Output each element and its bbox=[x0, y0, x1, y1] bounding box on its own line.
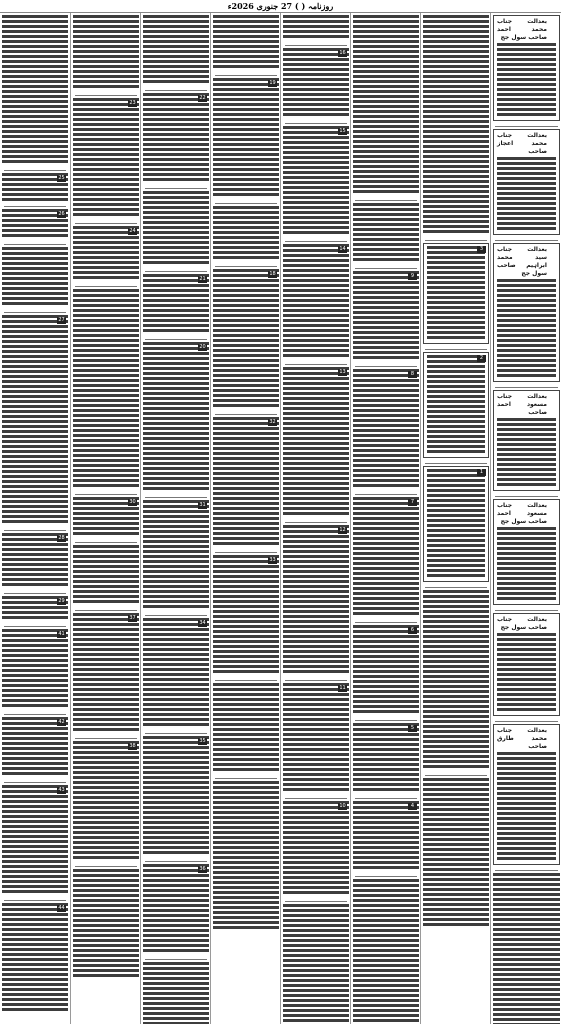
divider bbox=[145, 615, 207, 616]
divider bbox=[4, 244, 66, 245]
notice-number-badge: 28 bbox=[58, 535, 65, 541]
divider bbox=[145, 861, 207, 862]
notice-block bbox=[2, 596, 68, 621]
divider bbox=[75, 494, 137, 495]
notice-block bbox=[283, 367, 349, 517]
notice-body-text bbox=[73, 289, 139, 489]
divider bbox=[355, 622, 417, 623]
notice-block bbox=[73, 741, 139, 861]
notice-number-badge: 33 bbox=[269, 557, 276, 563]
notice-block bbox=[73, 98, 139, 218]
notice-body-text bbox=[73, 98, 139, 218]
notice-body-text bbox=[353, 879, 419, 1024]
notice-body-text bbox=[143, 93, 209, 183]
notice-block bbox=[143, 93, 209, 183]
notice-heading: بعدالت جناب محمد طارق صاحب bbox=[497, 727, 547, 750]
notice-body-text bbox=[497, 633, 556, 713]
notice-body-text bbox=[2, 15, 68, 165]
notice-number-badge: 3 bbox=[477, 246, 486, 253]
notice-number-badge: 30 bbox=[129, 499, 136, 505]
notice-body-text bbox=[143, 864, 209, 954]
notice-block bbox=[143, 736, 209, 856]
divider bbox=[425, 240, 487, 241]
notice-body-text bbox=[353, 723, 419, 793]
divider bbox=[4, 714, 66, 715]
notice-block bbox=[2, 785, 68, 895]
notice-body-text bbox=[213, 206, 279, 261]
notice-body-text bbox=[353, 625, 419, 715]
notice-block bbox=[353, 271, 419, 361]
divider bbox=[495, 496, 558, 497]
notice-body-text bbox=[73, 869, 139, 979]
notice-block bbox=[213, 78, 279, 198]
notice-number-badge: 20 bbox=[199, 344, 206, 350]
column-3 bbox=[140, 13, 211, 1024]
notice-number-badge: 19 bbox=[269, 80, 276, 86]
divider bbox=[215, 75, 277, 76]
notice-body-text bbox=[353, 497, 419, 617]
notice-number-badge: 15 bbox=[339, 128, 346, 134]
divider bbox=[215, 778, 277, 779]
notice-block bbox=[493, 613, 560, 716]
notice-block bbox=[143, 342, 209, 492]
notice-block bbox=[283, 48, 349, 118]
notice-block bbox=[353, 879, 419, 1024]
notice-block bbox=[213, 15, 279, 70]
notice-block bbox=[2, 533, 68, 588]
divider bbox=[215, 203, 277, 204]
notice-block bbox=[283, 904, 349, 1024]
notice-number-badge: 12 bbox=[339, 527, 346, 533]
notice-block bbox=[353, 203, 419, 263]
notice-block bbox=[2, 315, 68, 525]
divider bbox=[75, 223, 137, 224]
notice-block bbox=[353, 801, 419, 871]
divider bbox=[145, 733, 207, 734]
notice-body-text bbox=[213, 15, 279, 70]
notice-number-badge: 35 bbox=[199, 738, 206, 744]
notice-number-badge: 2 bbox=[477, 355, 486, 362]
divider bbox=[285, 680, 347, 681]
notice-number-badge: 41 bbox=[58, 631, 65, 637]
notice-number-badge: 22 bbox=[199, 95, 206, 101]
notice-heading: بعدالت جناب مسعود احمد صاحب سول جج bbox=[497, 502, 547, 525]
notice-block bbox=[73, 226, 139, 281]
notice-body-text bbox=[353, 15, 419, 195]
divider bbox=[75, 738, 137, 739]
notice-body-text bbox=[2, 247, 68, 307]
notice-block bbox=[2, 247, 68, 307]
notice-block bbox=[2, 173, 68, 201]
notice-body-text bbox=[497, 157, 556, 232]
notice-body-text bbox=[283, 126, 349, 236]
notice-block bbox=[2, 209, 68, 239]
notice-number-badge: 29 bbox=[58, 598, 65, 604]
notice-number-badge: 16 bbox=[339, 50, 346, 56]
notice-body-text bbox=[143, 342, 209, 492]
notice-body-text bbox=[73, 613, 139, 733]
notice-number-badge: 42 bbox=[58, 719, 65, 725]
notice-block bbox=[423, 243, 489, 344]
divider bbox=[215, 414, 277, 415]
notice-block bbox=[493, 15, 560, 121]
notice-block bbox=[283, 801, 349, 896]
notice-block bbox=[283, 244, 349, 359]
notice-body-text bbox=[213, 269, 279, 409]
notice-block bbox=[423, 15, 489, 235]
divider bbox=[495, 126, 558, 127]
notice-block bbox=[423, 466, 489, 582]
notice-number-badge: 23 bbox=[129, 100, 136, 106]
divider bbox=[215, 680, 277, 681]
notice-block bbox=[353, 15, 419, 195]
notice-body-text bbox=[283, 15, 349, 40]
divider bbox=[425, 587, 487, 588]
notice-body-text bbox=[423, 590, 489, 770]
notice-block bbox=[143, 500, 209, 610]
divider bbox=[355, 268, 417, 269]
notice-number-badge: 26 bbox=[58, 211, 65, 217]
notice-body-text bbox=[213, 683, 279, 773]
notice-body-text bbox=[423, 15, 489, 235]
notice-body-text bbox=[143, 500, 209, 610]
divider bbox=[285, 364, 347, 365]
divider bbox=[285, 522, 347, 523]
divider bbox=[75, 866, 137, 867]
notice-body-text bbox=[283, 525, 349, 675]
divider bbox=[75, 95, 137, 96]
divider bbox=[355, 720, 417, 721]
notice-block bbox=[283, 126, 349, 236]
notice-body-text bbox=[423, 778, 489, 928]
divider bbox=[4, 626, 66, 627]
notice-number-badge: 25 bbox=[58, 175, 65, 181]
notice-number-badge: 38 bbox=[129, 743, 136, 749]
divider bbox=[4, 530, 66, 531]
notice-block bbox=[213, 555, 279, 675]
divider bbox=[4, 593, 66, 594]
notice-number-badge: 34 bbox=[199, 620, 206, 626]
notice-body-text bbox=[493, 873, 560, 1024]
divider bbox=[4, 782, 66, 783]
divider bbox=[4, 312, 66, 313]
notice-body-text bbox=[143, 962, 209, 1024]
notice-number-badge: 32 bbox=[269, 419, 276, 425]
notice-body-text bbox=[427, 469, 485, 579]
notice-body-text bbox=[353, 801, 419, 871]
page-header: روزنامہ ( ) 27 جنوری 2026ء bbox=[0, 0, 561, 13]
notice-body-text bbox=[283, 48, 349, 118]
divider bbox=[215, 266, 277, 267]
divider bbox=[285, 901, 347, 902]
notice-body-text bbox=[2, 717, 68, 777]
divider bbox=[4, 170, 66, 171]
divider bbox=[285, 798, 347, 799]
divider bbox=[355, 366, 417, 367]
divider bbox=[145, 339, 207, 340]
divider bbox=[495, 870, 558, 871]
notice-body-text bbox=[353, 369, 419, 489]
notice-body-text bbox=[143, 618, 209, 728]
notice-block bbox=[2, 717, 68, 777]
notice-block bbox=[283, 15, 349, 40]
divider bbox=[425, 349, 487, 350]
notice-heading: بعدالت جناب محمد اعجاز صاحب bbox=[497, 132, 547, 155]
column-6 bbox=[350, 13, 421, 1024]
notice-body-text bbox=[2, 903, 68, 1013]
divider bbox=[145, 188, 207, 189]
notice-block bbox=[73, 869, 139, 979]
notice-number-badge: 6 bbox=[408, 627, 417, 634]
notice-body-text bbox=[143, 274, 209, 334]
notice-body-text bbox=[213, 78, 279, 198]
notice-body-text bbox=[497, 527, 556, 602]
notice-block bbox=[353, 723, 419, 793]
notice-body-text bbox=[73, 15, 139, 90]
notice-body-text bbox=[427, 246, 485, 341]
notice-block bbox=[143, 191, 209, 266]
column-4 bbox=[210, 13, 281, 1024]
notice-body-text bbox=[283, 904, 349, 1024]
notice-block bbox=[213, 683, 279, 773]
divider bbox=[495, 387, 558, 388]
notice-number-badge: 4 bbox=[408, 803, 417, 810]
notice-body-text bbox=[497, 279, 556, 379]
notice-block bbox=[73, 613, 139, 733]
divider bbox=[355, 200, 417, 201]
notice-number-badge: 24 bbox=[129, 228, 136, 234]
notice-body-text bbox=[213, 781, 279, 931]
notice-block bbox=[493, 129, 560, 235]
notice-body-text bbox=[2, 315, 68, 525]
notice-body-text bbox=[497, 418, 556, 488]
divider bbox=[145, 271, 207, 272]
notice-block bbox=[283, 683, 349, 793]
notice-body-text bbox=[73, 741, 139, 861]
notice-body-text bbox=[143, 15, 209, 85]
notice-number-badge: 5 bbox=[408, 725, 417, 732]
notice-block bbox=[213, 269, 279, 409]
notice-number-badge: 44 bbox=[58, 905, 65, 911]
notice-block bbox=[493, 724, 560, 865]
notice-block bbox=[493, 243, 560, 382]
notice-block bbox=[143, 15, 209, 85]
notice-block bbox=[213, 206, 279, 261]
divider bbox=[4, 900, 66, 901]
notice-body-text bbox=[353, 203, 419, 263]
notice-block bbox=[73, 545, 139, 605]
notice-block bbox=[493, 499, 560, 605]
divider bbox=[495, 721, 558, 722]
notice-body-text bbox=[2, 785, 68, 895]
notice-body-text bbox=[143, 191, 209, 266]
divider bbox=[285, 123, 347, 124]
notice-number-badge: 14 bbox=[339, 246, 346, 252]
notice-block bbox=[143, 962, 209, 1024]
divider bbox=[425, 775, 487, 776]
notice-number-badge: 18 bbox=[269, 271, 276, 277]
notice-block bbox=[143, 274, 209, 334]
notice-body-text bbox=[283, 801, 349, 896]
column-8 bbox=[490, 13, 561, 1024]
notice-body-text bbox=[73, 545, 139, 605]
notice-number-badge: 10 bbox=[339, 803, 346, 809]
notice-block bbox=[493, 390, 560, 491]
divider bbox=[355, 798, 417, 799]
notice-block bbox=[143, 864, 209, 954]
column-7 bbox=[420, 13, 491, 1024]
notice-block bbox=[213, 781, 279, 931]
notice-block bbox=[143, 618, 209, 728]
column-5 bbox=[280, 13, 351, 1024]
divider bbox=[75, 286, 137, 287]
notice-block bbox=[423, 590, 489, 770]
notice-body-text bbox=[2, 629, 68, 709]
notice-number-badge: 8 bbox=[408, 371, 417, 378]
notice-block bbox=[283, 525, 349, 675]
notice-block bbox=[353, 497, 419, 617]
divider bbox=[355, 876, 417, 877]
notice-body-text bbox=[353, 271, 419, 361]
divider bbox=[145, 90, 207, 91]
notice-block bbox=[353, 625, 419, 715]
divider bbox=[75, 610, 137, 611]
notice-number-badge: 7 bbox=[408, 499, 417, 506]
notice-body-text bbox=[497, 43, 556, 118]
notice-number-badge: 37 bbox=[129, 615, 136, 621]
divider bbox=[355, 494, 417, 495]
notice-number-badge: 13 bbox=[339, 369, 346, 375]
notice-number-badge: 9 bbox=[408, 273, 417, 280]
divider bbox=[285, 241, 347, 242]
notice-heading: بعدالت جناب سید محمد ابراہیم صاحب سول جج bbox=[497, 246, 547, 277]
notice-heading: بعدالت جناب مسعود احمد صاحب bbox=[497, 393, 547, 416]
notice-block bbox=[2, 629, 68, 709]
notice-body-text bbox=[283, 244, 349, 359]
notice-body-text bbox=[213, 555, 279, 675]
notice-block bbox=[73, 497, 139, 537]
notice-body-text bbox=[283, 683, 349, 793]
notice-number-badge: 11 bbox=[339, 685, 346, 691]
divider bbox=[285, 45, 347, 46]
notice-block bbox=[493, 873, 560, 1024]
notice-heading: بعدالت جناب محمد احمد صاحب سول جج bbox=[497, 18, 547, 41]
divider bbox=[4, 206, 66, 207]
notice-body-text bbox=[213, 417, 279, 547]
divider bbox=[145, 959, 207, 960]
notice-body-text bbox=[497, 752, 556, 862]
divider bbox=[495, 610, 558, 611]
notice-number-badge: 43 bbox=[58, 787, 65, 793]
notice-number-badge: 36 bbox=[199, 866, 206, 872]
notice-body-text bbox=[427, 355, 485, 455]
notice-body-text bbox=[143, 736, 209, 856]
notice-heading: بعدالت جناب صاحب سول جج bbox=[497, 616, 547, 631]
column-1 bbox=[0, 13, 70, 1024]
notice-body-text bbox=[283, 367, 349, 517]
notice-number-badge: 27 bbox=[58, 317, 65, 323]
column-2 bbox=[70, 13, 141, 1024]
notice-block bbox=[423, 778, 489, 928]
divider bbox=[215, 552, 277, 553]
notice-number-badge: 1 bbox=[477, 469, 486, 476]
notice-block bbox=[213, 417, 279, 547]
divider bbox=[75, 542, 137, 543]
divider bbox=[495, 240, 558, 241]
notice-block bbox=[423, 352, 489, 458]
notice-block bbox=[73, 289, 139, 489]
divider bbox=[145, 497, 207, 498]
notice-block bbox=[2, 903, 68, 1013]
notice-block bbox=[73, 15, 139, 90]
divider bbox=[425, 463, 487, 464]
notice-number-badge: 31 bbox=[199, 502, 206, 508]
notice-block bbox=[353, 369, 419, 489]
notice-block bbox=[2, 15, 68, 165]
notice-number-badge: 21 bbox=[199, 276, 206, 282]
